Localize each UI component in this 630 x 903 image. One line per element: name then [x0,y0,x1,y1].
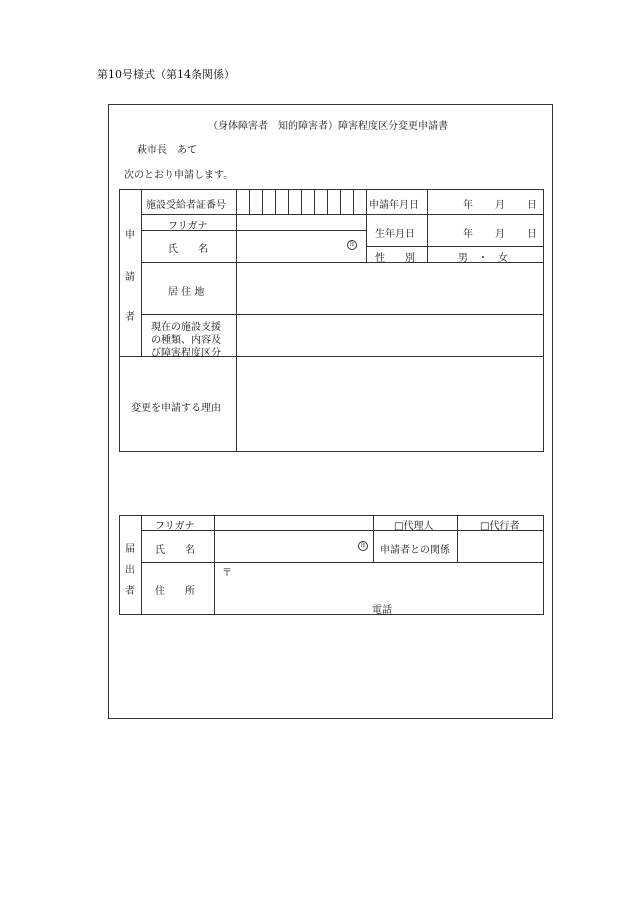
application-date-year: 年 [463,200,473,211]
gender-label: 性 別 [375,253,415,264]
form-title: （身体障害者 知的障害者）障害程度区分変更申請書 [208,121,448,132]
notifier-name-field[interactable] [215,531,372,562]
application-date-day: 日 [527,200,537,211]
notifier-name-label: 氏 名 [155,545,195,556]
phone-label: 電話 [372,605,392,616]
birthdate-day: 日 [527,229,537,240]
cert-number-field[interactable] [237,190,365,214]
proxy-checkbox[interactable]: □代理人 [394,521,434,532]
current-service-label-1: 現在の施設支援 [151,322,221,333]
residence-field[interactable] [237,263,542,314]
notifier-side-label-3: 者 [125,586,135,597]
applicant-side-label-2: 請 [125,272,135,283]
applicant-name-label: 氏 名 [168,244,208,255]
application-date-label: 申請年月日 [369,200,419,211]
current-service-label-2: の種類、内容及 [151,335,221,346]
application-date-field[interactable] [428,190,542,214]
notifier-seal-mark: 印 [358,541,368,551]
cert-number-label: 施設受給者証番号 [146,200,226,211]
gender-options[interactable]: 男 ・ 女 [458,253,508,264]
birthdate-month: 月 [495,229,505,240]
applicant-side-label-3: 者 [125,312,135,323]
addressee: 萩市長 あて [137,145,197,156]
birthdate-year: 年 [463,229,473,240]
notifier-furigana-field[interactable] [215,516,372,530]
relation-field[interactable] [458,531,542,562]
notifier-address-label: 住 所 [155,586,195,597]
applicant-furigana-field[interactable] [237,215,365,230]
residence-label: 居 住 地 [168,287,205,298]
notifier-side-label-1: 届 [125,544,135,555]
applicant-name-field[interactable] [237,231,365,262]
intro-text: 次のとおり申請します。 [124,170,234,181]
applicant-seal-mark: 印 [347,240,357,250]
notifier-furigana-label: フリガナ [155,521,195,532]
applicant-side-label-1: 申 [125,230,135,241]
notifier-side-label-2: 出 [125,565,135,576]
birthdate-field[interactable] [428,215,542,246]
reason-field[interactable] [237,357,542,451]
current-service-label-3: び障害程度区分 [151,348,221,359]
reason-label: 変更を申請する理由 [131,403,221,414]
application-date-month: 月 [495,200,505,211]
substitute-checkbox[interactable]: □代行者 [480,521,520,532]
birthdate-label: 生年月日 [375,229,415,240]
applicant-furigana-label: フリガナ [168,221,208,232]
form-number: 第10号様式（第14条関係） [97,68,235,81]
postal-mark: 〒 [222,568,232,579]
current-service-field[interactable] [237,315,542,356]
relation-label: 申請者との関係 [380,545,450,556]
